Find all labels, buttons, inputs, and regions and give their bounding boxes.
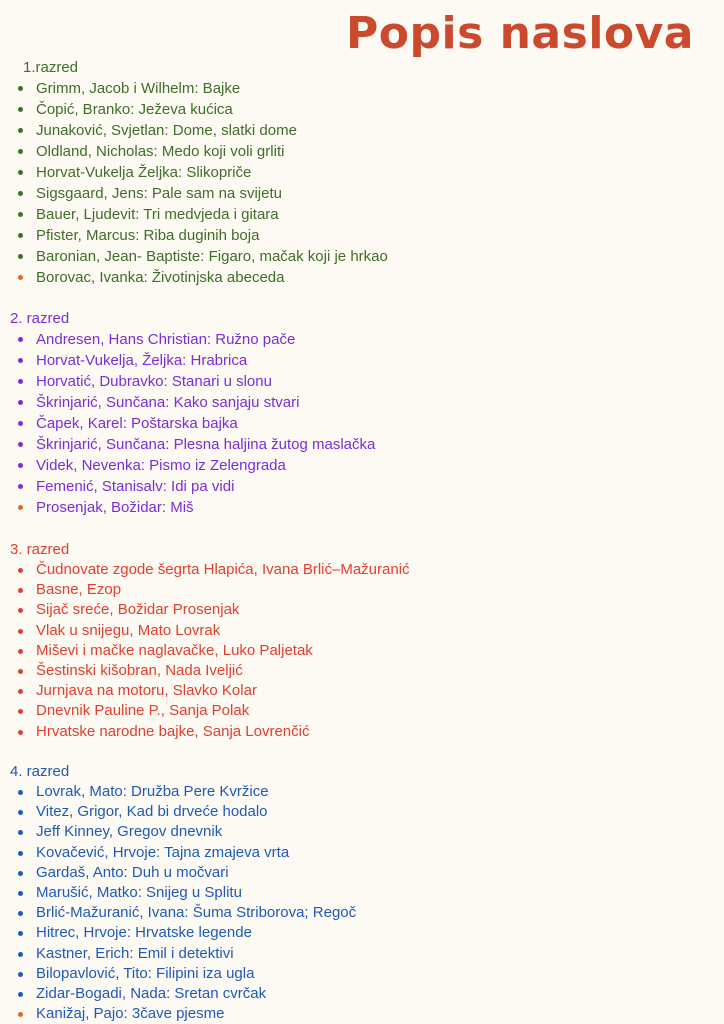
book-list [0,782,724,1024]
bullet-icon [18,170,23,175]
list-item: Čopić, Branko: Ježeva kućica [0,99,724,120]
list-item: Vlak u snijegu, Mato Lovrak [0,621,724,641]
bullet-icon [18,233,23,238]
bullet-icon [18,212,23,217]
bullet-icon [18,128,23,133]
list-item: Čapek, Karel: Poštarska bajka [0,413,724,434]
bullet-icon [18,851,23,856]
bullet-icon [18,911,23,916]
section-grade-4 [0,762,724,1024]
bullet-icon [18,810,23,815]
bullet-icon [18,568,23,573]
book-list [0,78,724,288]
list-item: Škrinjarić, Sunčana: Plesna haljina žutog maslačka [0,434,724,455]
bullet-icon [18,86,23,91]
list-item: Bauer, Ljudevit: Tri medvjeda i gitara [0,204,724,225]
bullet-icon [18,830,23,835]
bullet-icon [18,275,23,280]
list-item: Sigsgaard, Jens: Pale sam na svijetu [0,183,724,204]
list-item: Baronian, Jean- Baptiste: Figaro, mačak koji je hrkao [0,246,724,267]
list-item: Miševi i mačke naglavačke, Luko Paljetak [0,641,724,661]
bullet-icon [18,992,23,997]
bullet-icon [18,400,23,405]
bullet-icon [18,608,23,613]
bullet-icon [18,588,23,593]
list-item: Škrinjarić, Sunčana: Kako sanjaju stvari [0,392,724,413]
bullet-icon [18,629,23,634]
list-item: Čudnovate zgode šegrta Hlapića, Ivana Brlić–Mažuranić [0,560,724,580]
section-heading: 1.razred [23,59,79,76]
list-item: Femenić, Stanisalv: Idi pa vidi [0,476,724,497]
list-item: Sijač sreće, Božidar Prosenjak [0,600,724,620]
list-item: Borovac, Ivanka: Životinjska abeceda [0,267,724,288]
bullet-icon [18,730,23,735]
list-item: Hitrec, Hrvoje: Hrvatske legende [0,923,724,943]
bullet-icon [18,1012,23,1017]
list-item: Brlić-Mažuranić, Ivana: Šuma Striborova; Regoč [0,903,724,923]
section-heading: 3. razred [10,541,70,558]
list-item: Horvatić, Dubravko: Stanari u slonu [0,371,724,392]
bullet-icon [18,709,23,714]
book-list [0,329,724,518]
bullet-icon [18,972,23,977]
list-item: Gardaš, Anto: Duh u močvari [0,863,724,883]
bullet-icon [18,442,23,447]
bullet-icon [18,931,23,936]
list-item: Šestinski kišobran, Nada Iveljić [0,661,724,681]
bullet-icon [18,358,23,363]
list-item: Dnevnik Pauline P., Sanja Polak [0,701,724,721]
bullet-icon [18,790,23,795]
bullet-icon [18,107,23,112]
bullet-icon [18,149,23,154]
section-heading: 2. razred [10,310,70,327]
bullet-icon [18,649,23,654]
list-item: Kovačević, Hrvoje: Tajna zmajeva vrta [0,843,724,863]
list-item: Horvat-Vukelja, Željka: Hrabrica [0,350,724,371]
section-heading: 4. razred [10,763,70,780]
section-grade-3 [0,540,724,742]
list-item: Horvat-Vukelja Željka: Slikopriče [0,162,724,183]
list-item: Jurnjava na motoru, Slavko Kolar [0,681,724,701]
bullet-icon [18,669,23,674]
list-item: Andresen, Hans Christian: Ružno pače [0,329,724,350]
section-grade-2 [0,309,724,518]
list-item: Hrvatske narodne bajke, Sanja Lovrenčić [0,722,724,742]
list-item: Zidar-Bogadi, Nada: Sretan cvrčak [0,984,724,1004]
list-item: Jeff Kinney, Gregov dnevnik [0,822,724,842]
bullet-icon [18,379,23,384]
bullet-icon [18,254,23,259]
bullet-icon [18,421,23,426]
bullet-icon [18,463,23,468]
list-item: Bilopavlović, Tito: Filipini iza ugla [0,964,724,984]
page-title: Popis naslova [346,8,694,59]
section-grade-1 [0,58,724,288]
bullet-icon [18,191,23,196]
list-item: Videk, Nevenka: Pismo iz Zelengrada [0,455,724,476]
list-item: Basne, Ezop [0,580,724,600]
list-item: Kanižaj, Pajo: 3čave pjesme [0,1004,724,1024]
list-item: Prosenjak, Božidar: Miš [0,497,724,518]
list-item: Vitez, Grigor, Kad bi drveće hodalo [0,802,724,822]
list-item: Pfister, Marcus: Riba duginih boja [0,225,724,246]
list-item: Junaković, Svjetlan: Dome, slatki dome [0,120,724,141]
bullet-icon [18,952,23,957]
bullet-icon [18,689,23,694]
book-list [0,560,724,742]
bullet-icon [18,505,23,510]
bullet-icon [18,337,23,342]
list-item: Oldland, Nicholas: Medo koji voli grliti [0,141,724,162]
bullet-icon [18,871,23,876]
list-item: Marušić, Matko: Snijeg u Splitu [0,883,724,903]
list-item: Lovrak, Mato: Družba Pere Kvržice [0,782,724,802]
list-item: Kastner, Erich: Emil i detektivi [0,944,724,964]
bullet-icon [18,891,23,896]
list-item: Grimm, Jacob i Wilhelm: Bajke [0,78,724,99]
bullet-icon [18,484,23,489]
